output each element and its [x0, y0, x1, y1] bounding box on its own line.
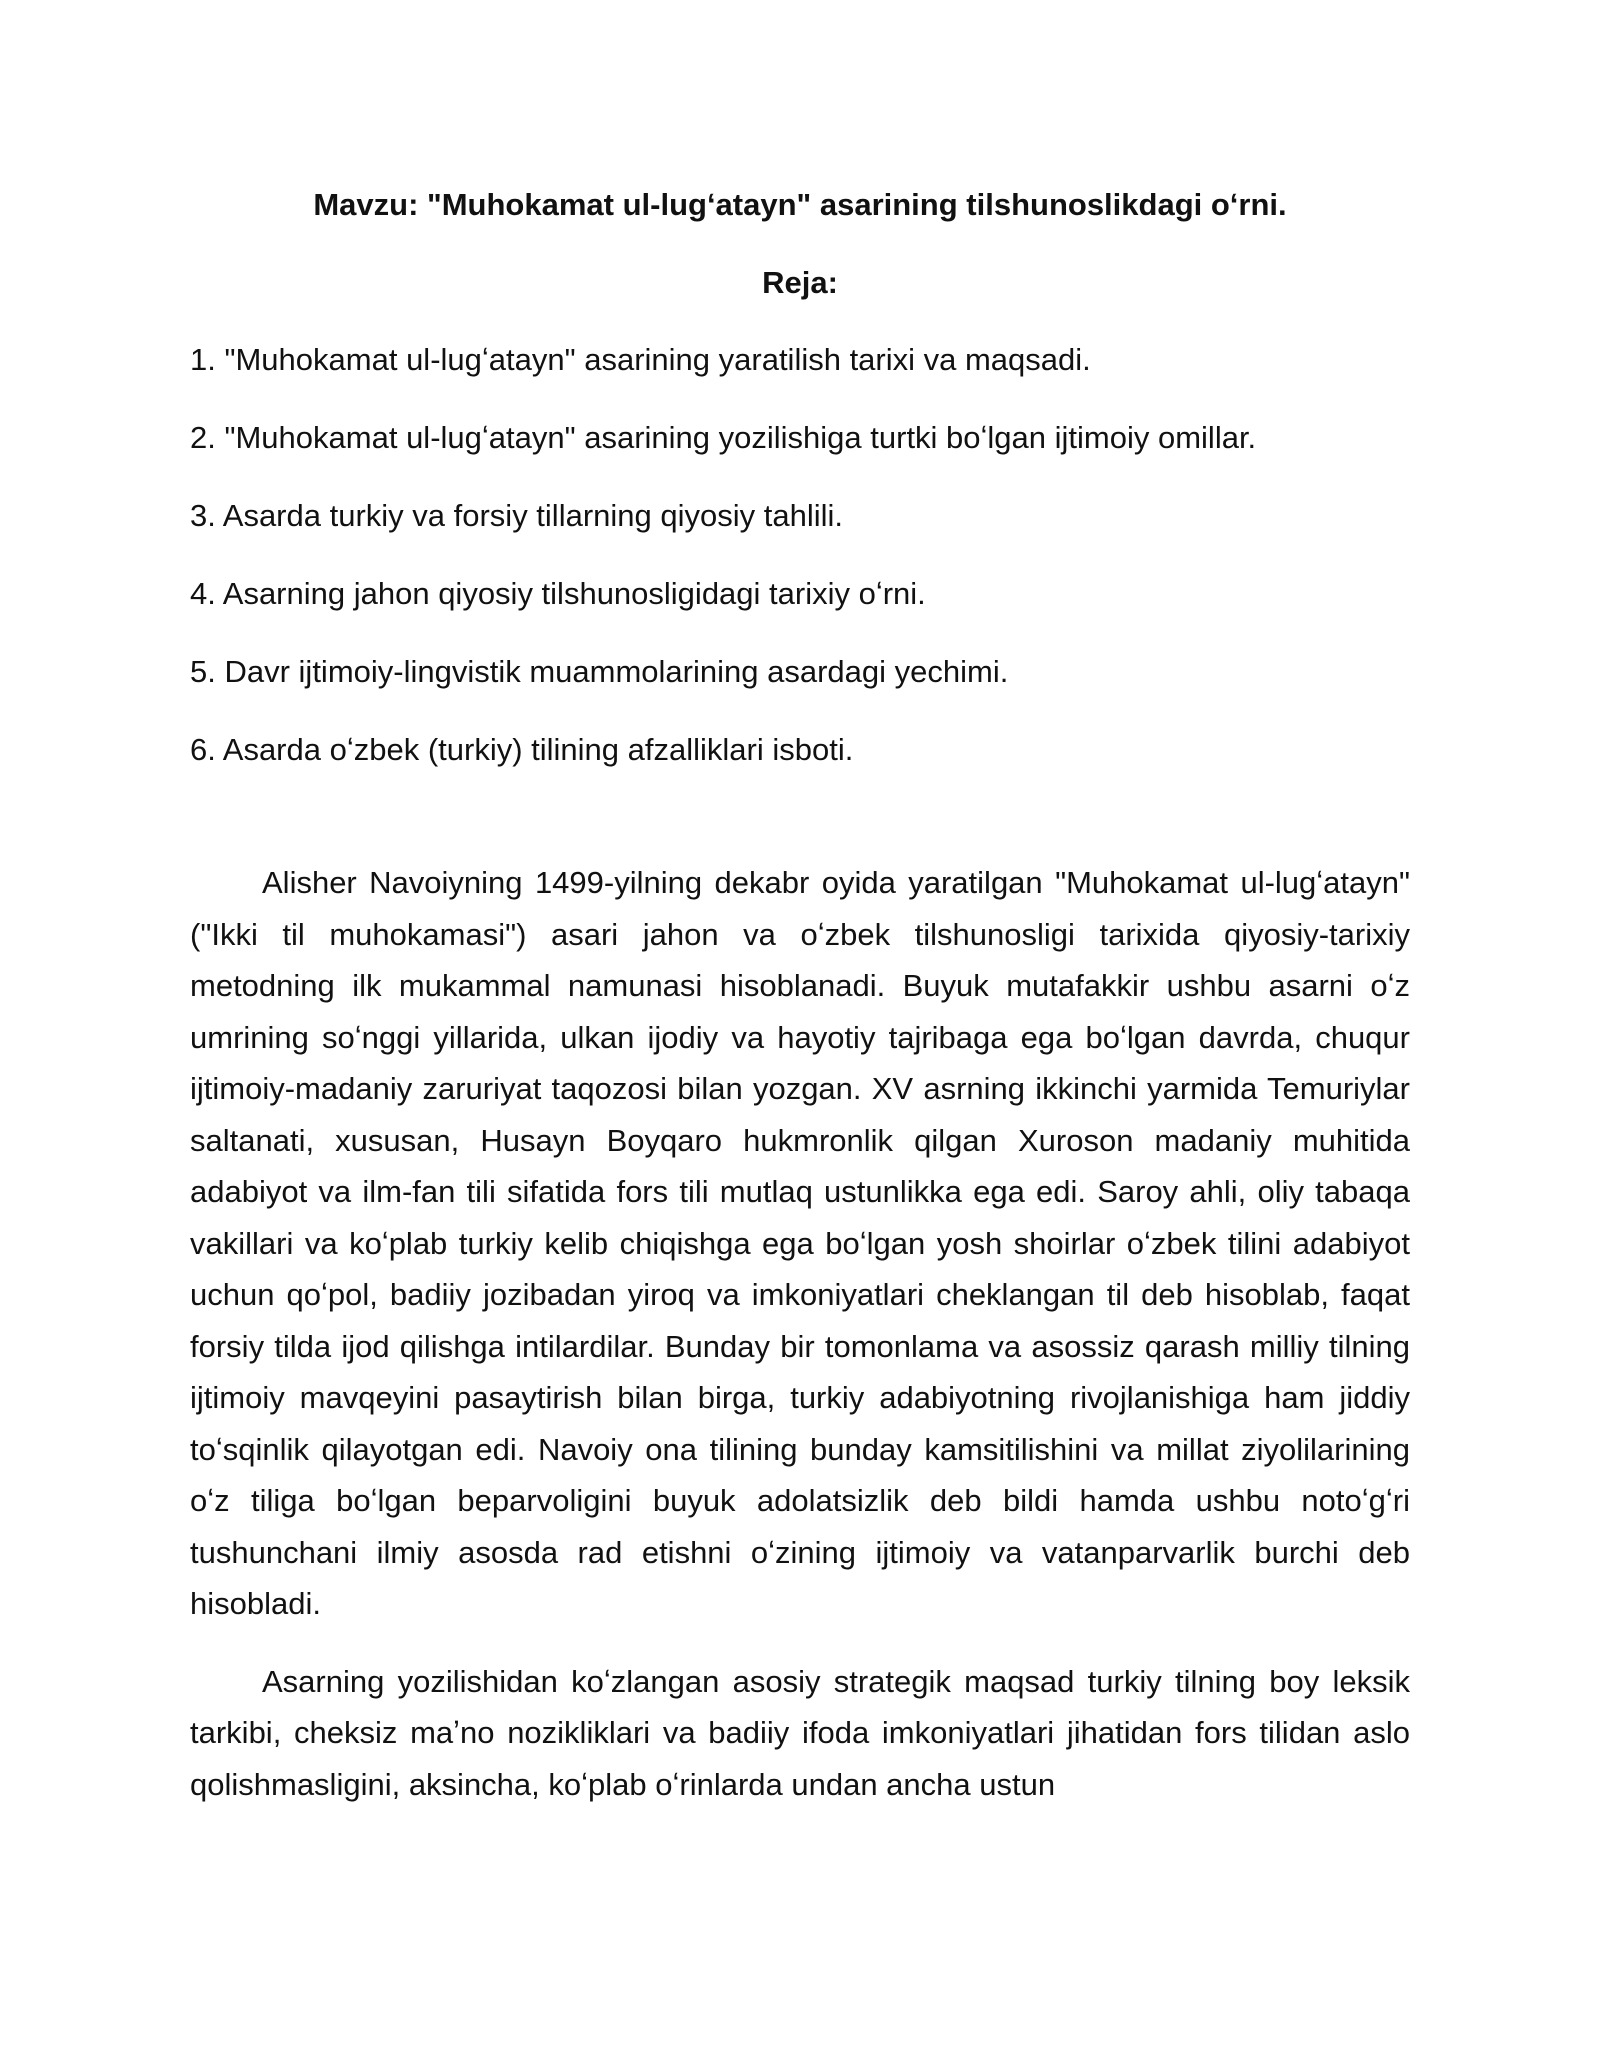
plan-item-number: 2. [190, 420, 216, 455]
body-paragraph: Alisher Navoiyning 1499-yilning dekabr oyida yaratilgan "Muhokamat ul-lugʻatayn" ("Ikki til muhokamasi") asari jahon va oʻzbek tilshunosligi tarixida qiyosiy-tarixiy metodning ilk mukammal namunasi hisoblanadi. Buyuk mutafakkir ushbu asarni oʻz umrining soʻnggi yillarida, ulkan ijodiy va hayotiy tajribaga ega boʻlgan davrda, chuqur ijtimoiy-madaniy zaruriyat taqozosi bilan yozgan. XV asrning ikkinchi yarmida Temuriylar saltanati, xususan, Husayn Boyqaro hukmronlik qilgan Xuroson madaniy muhitida adabiyot va ilm-fan tili sifatida fors tili mutlaq ustunlikka ega edi. Saroy ahli, oliy tabaqa vakillari va koʻplab turkiy kelib chiqishga ega boʻlgan yosh shoirlar oʻzbek tilini adabiyot uchun qoʻpol, badiiy jozibadan yiroq va imkoniyatlari cheklangan til deb hisoblab, faqat forsiy tilda ijod qilishga intilardilar. Bunday bir tomonlama va asossiz qarash milliy tilning ijtimoiy mavqeyini pasaytirish bilan birga, turkiy adabiyotning rivojlanishiga ham jiddiy toʻsqinlik qilayotgan edi. Navoiy ona tilining bunday kamsitilishini va millat ziyolilarining oʻz tiliga boʻlgan beparvoligini buyuk adolatsizlik deb bildi hamda ushbu notoʻgʻri tushunchani ilmiy asosda rad etishni oʻzining ijtimoiy va vatanparvarlik burchi deb hisobladi. [190, 865, 1410, 1621]
plan-item-text: Davr ijtimoiy-lingvistik muammolarining asardagi yechimi. [224, 654, 1009, 689]
plan-item-text: Asarda oʻzbek (turkiy) tilining afzalliklari isboti. [222, 732, 854, 767]
plan-item-text: "Muhokamat ul-lugʻatayn" asarining yaratilish tarixi va maqsadi. [224, 342, 1091, 377]
plan-item [190, 652, 1410, 692]
plan-list [190, 340, 1410, 770]
plan-item-number: 6. [190, 732, 216, 767]
plan-item-number: 4. [190, 576, 216, 611]
document-title: Mavzu: "Muhokamat ul-lugʻatayn" asarining tilshunoslikdagi oʻrni. [313, 187, 1287, 222]
plan-item [190, 340, 1410, 380]
plan-item-number: 3. [190, 498, 216, 533]
plan-item-text: Asarda turkiy va forsiy tillarning qiyosiy tahlili. [222, 498, 843, 533]
plan-item [190, 730, 1410, 770]
plan-heading: Reja: [762, 265, 838, 300]
plan-item-text: "Muhokamat ul-lugʻatayn" asarining yozilishiga turtki boʻlgan ijtimoiy omillar. [224, 420, 1257, 455]
plan-item [190, 496, 1410, 536]
plan-item-number: 5. [190, 654, 216, 689]
plan-item [190, 418, 1410, 458]
body-paragraph: Asarning yozilishidan koʻzlangan asosiy strategik maqsad turkiy tilning boy leksik tarkibi, cheksiz maʼno nozikliklari va badiiy ifoda imkoniyatlari jihatidan fors tilidan aslo qolishmasligini, aksincha, koʻplab oʻrinlarda undan ancha ustun [190, 1663, 1410, 1802]
plan-item [190, 574, 1410, 614]
plan-item-text: Asarning jahon qiyosiy tilshunosligidagi tarixiy oʻrni. [222, 576, 926, 611]
page-content [190, 185, 1410, 1836]
body-text [190, 857, 1410, 1810]
plan-item-number: 1. [190, 342, 216, 377]
